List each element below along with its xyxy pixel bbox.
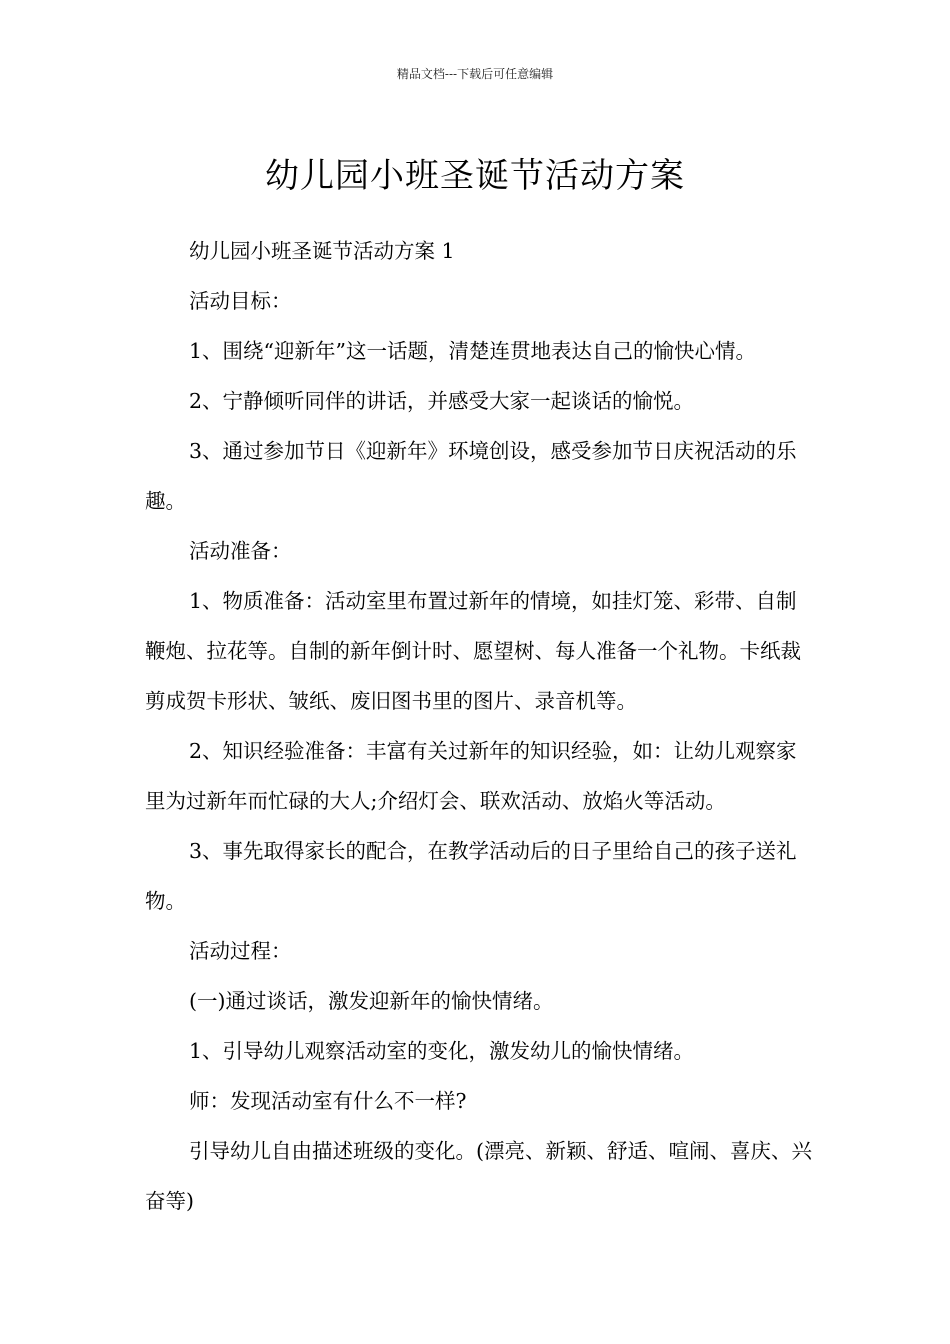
paragraph-goals-heading: 活动目标： (189, 289, 292, 313)
paragraph-goal-2: 2、宁静倾听同伴的讲话，并感受大家一起谈话的愉悦。 (189, 389, 695, 413)
paragraph-process-3: 师：发现活动室有什么不一样? (189, 1089, 467, 1113)
document-title: 幼儿园小班圣诞节活动方案 (265, 155, 685, 196)
paragraph-prep-1: 1、物质准备：活动室里布置过新年的情境，如挂灯笼、彩带、自制鞭炮、拉花等。自制的新年倒计时、愿望树、每人准备一个礼物。卡纸裁剪成贺卡形状、皱纸、废旧图书里的图片、录音机等。 (145, 589, 801, 713)
paragraph-process-heading: 活动过程： (189, 939, 292, 963)
paragraph-process-2: 1、引导幼儿观察活动室的变化，激发幼儿的愉快情绪。 (189, 1039, 695, 1063)
paragraph-goal-3: 3、通过参加节日《迎新年》环境创设，感受参加节日庆祝活动的乐趣。 (145, 439, 797, 513)
paragraph-goal-1: 1、围绕“迎新年”这一话题，清楚连贯地表达自己的愉快心情。 (189, 339, 757, 363)
paragraph-subtitle: 幼儿园小班圣诞节活动方案 1 (189, 239, 455, 263)
paragraph-prep-2: 2、知识经验准备：丰富有关过新年的知识经验，如：让幼儿观察家里为过新年而忙碌的大人;介绍灯会、联欢活动、放焰火等活动。 (145, 739, 797, 813)
paragraph-process-1: (一)通过谈话，激发迎新年的愉快情绪。 (189, 989, 554, 1013)
paragraph-process-4: 引导幼儿自由描述班级的变化。(漂亮、新颖、舒适、喧闹、喜庆、兴奋等) (145, 1139, 812, 1213)
header-note: 精品文档---下载后可任意编辑 (396, 67, 554, 81)
document-body (145, 226, 813, 1226)
paragraph-prep-heading: 活动准备： (189, 539, 292, 563)
paragraph-prep-3: 3、事先取得家长的配合，在教学活动后的日子里给自己的孩子送礼物。 (145, 839, 797, 913)
